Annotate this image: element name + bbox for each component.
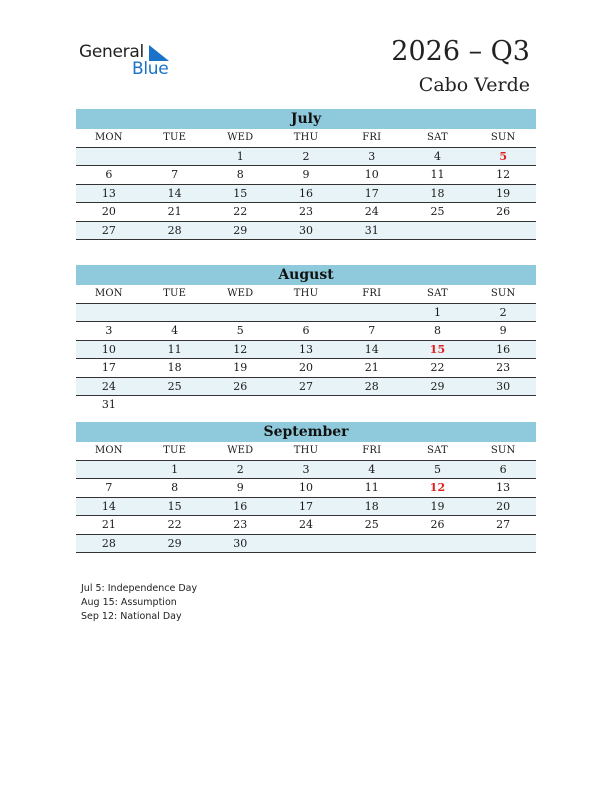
holiday-notes: [81, 582, 197, 624]
month-calendar-august: [76, 265, 536, 414]
day-cell: 28: [364, 379, 379, 393]
week-row: [76, 322, 536, 341]
day-cell: 11: [364, 481, 379, 495]
logo: [79, 42, 179, 82]
weekday-label: MON: [94, 445, 123, 457]
weekday-label: TUE: [163, 132, 187, 144]
day-cell: 16: [496, 342, 511, 356]
day-cell: 18: [430, 186, 445, 200]
day-cell: 31: [101, 398, 116, 412]
week-row: [76, 359, 536, 378]
month-calendar-september: [76, 422, 536, 553]
day-cell: 15: [233, 186, 248, 200]
day-cell: 7: [171, 168, 179, 182]
day-cell: 11: [430, 168, 445, 182]
weekday-label: MON: [94, 288, 123, 300]
day-cell: 18: [167, 361, 182, 375]
week-row: [76, 396, 536, 414]
week-row: [76, 378, 536, 397]
day-cell: 22: [430, 361, 445, 375]
day-cell: 13: [299, 342, 314, 356]
day-cell: 6: [302, 324, 310, 338]
day-cell: 21: [364, 361, 379, 375]
holiday-day-cell: 5: [499, 149, 507, 163]
holiday-day-cell: 12: [429, 481, 446, 495]
day-cell: 2: [302, 149, 310, 163]
day-cell: 9: [236, 481, 244, 495]
day-cell: 6: [105, 168, 113, 182]
weekday-label: WED: [227, 445, 254, 457]
weekday-label: TUE: [163, 288, 187, 300]
page-title: 2026 – Q3: [391, 36, 530, 67]
day-cell: 14: [364, 342, 379, 356]
day-cell: 5: [433, 462, 441, 476]
day-cell: 15: [167, 499, 182, 513]
week-row: [76, 185, 536, 204]
day-cell: 29: [233, 223, 248, 237]
week-row: [76, 148, 536, 167]
weekday-label: SUN: [490, 445, 516, 457]
day-cell: 7: [105, 481, 113, 495]
day-cell: 2: [499, 305, 507, 319]
day-cell: 13: [101, 186, 116, 200]
weekday-header-row: [76, 285, 536, 304]
day-cell: 4: [368, 462, 376, 476]
day-cell: 10: [299, 481, 314, 495]
day-cell: 20: [101, 205, 116, 219]
logo-general-text: General: [79, 42, 144, 62]
day-cell: 23: [299, 205, 314, 219]
day-cell: 8: [433, 324, 441, 338]
day-cell: 18: [364, 499, 379, 513]
week-row: [76, 203, 536, 222]
day-cell: 9: [499, 324, 507, 338]
weekday-label: MON: [94, 132, 123, 144]
day-cell: 21: [167, 205, 182, 219]
week-row: [76, 461, 536, 480]
weekday-label: WED: [227, 132, 254, 144]
day-cell: 27: [496, 518, 511, 532]
day-cell: 3: [105, 324, 113, 338]
day-cell: 17: [364, 186, 379, 200]
day-cell: 21: [101, 518, 116, 532]
day-cell: 19: [496, 186, 511, 200]
weekday-label: TUE: [163, 445, 187, 457]
day-cell: 8: [236, 168, 244, 182]
day-cell: 24: [101, 379, 116, 393]
weekday-label: FRI: [362, 445, 382, 457]
month-name: July: [76, 109, 536, 129]
weekday-label: THU: [293, 132, 319, 144]
weekday-label: WED: [227, 288, 254, 300]
day-cell: 17: [101, 361, 116, 375]
holiday-note: Sep 12: National Day: [81, 611, 182, 622]
day-cell: 16: [233, 499, 248, 513]
day-cell: 10: [101, 342, 116, 356]
holiday-note: Aug 15: Assumption: [81, 597, 177, 608]
day-cell: 30: [496, 379, 511, 393]
day-cell: 30: [233, 536, 248, 550]
holiday-day-cell: 15: [429, 342, 446, 356]
day-cell: 1: [171, 462, 179, 476]
day-cell: 17: [299, 499, 314, 513]
day-cell: 24: [299, 518, 314, 532]
day-cell: 12: [233, 342, 248, 356]
day-cell: 16: [299, 186, 314, 200]
day-cell: 13: [496, 481, 511, 495]
day-cell: 20: [299, 361, 314, 375]
day-cell: 12: [496, 168, 511, 182]
weekday-label: SUN: [490, 288, 516, 300]
week-row: [76, 535, 536, 554]
month-calendar-july: [76, 109, 536, 240]
day-cell: 20: [496, 499, 511, 513]
day-cell: 22: [167, 518, 182, 532]
weekday-label: FRI: [362, 288, 382, 300]
week-row: [76, 498, 536, 517]
day-cell: 3: [368, 149, 376, 163]
day-cell: 1: [433, 305, 441, 319]
day-cell: 24: [364, 205, 379, 219]
day-cell: 4: [171, 324, 179, 338]
day-cell: 4: [433, 149, 441, 163]
month-name: August: [76, 265, 536, 285]
day-cell: 9: [302, 168, 310, 182]
day-cell: 19: [430, 499, 445, 513]
day-cell: 7: [368, 324, 376, 338]
weekday-label: FRI: [362, 132, 382, 144]
weekday-header-row: [76, 442, 536, 461]
day-cell: 26: [496, 205, 511, 219]
day-cell: 27: [101, 223, 116, 237]
day-cell: 8: [171, 481, 179, 495]
day-cell: 29: [430, 379, 445, 393]
day-cell: 1: [236, 149, 244, 163]
weekday-label: SAT: [427, 288, 448, 300]
day-cell: 25: [430, 205, 445, 219]
day-cell: 10: [364, 168, 379, 182]
country-name: Cabo Verde: [418, 74, 530, 96]
day-cell: 23: [496, 361, 511, 375]
week-row: [76, 166, 536, 185]
day-cell: 14: [167, 186, 182, 200]
day-cell: 5: [236, 324, 244, 338]
day-cell: 31: [364, 223, 379, 237]
day-cell: 11: [167, 342, 182, 356]
week-row: [76, 479, 536, 498]
week-row: [76, 222, 536, 241]
day-cell: 28: [167, 223, 182, 237]
day-cell: 27: [299, 379, 314, 393]
day-cell: 2: [236, 462, 244, 476]
day-cell: 26: [233, 379, 248, 393]
day-cell: 14: [101, 499, 116, 513]
weekday-label: SAT: [427, 445, 448, 457]
day-cell: 30: [299, 223, 314, 237]
day-cell: 22: [233, 205, 248, 219]
day-cell: 23: [233, 518, 248, 532]
weekday-label: SUN: [490, 132, 516, 144]
weekday-header-row: [76, 129, 536, 148]
day-cell: 26: [430, 518, 445, 532]
day-cell: 28: [101, 536, 116, 550]
day-cell: 19: [233, 361, 248, 375]
day-cell: 6: [499, 462, 507, 476]
week-row: [76, 341, 536, 360]
logo-blue-text: Blue: [132, 59, 169, 79]
weekday-label: SAT: [427, 132, 448, 144]
day-cell: 29: [167, 536, 182, 550]
week-row: [76, 304, 536, 323]
day-cell: 25: [167, 379, 182, 393]
day-cell: 3: [302, 462, 310, 476]
day-cell: 25: [364, 518, 379, 532]
weekday-label: THU: [293, 288, 319, 300]
month-name: September: [76, 422, 536, 442]
weekday-label: THU: [293, 445, 319, 457]
week-row: [76, 516, 536, 535]
holiday-note: Jul 5: Independence Day: [81, 583, 198, 594]
